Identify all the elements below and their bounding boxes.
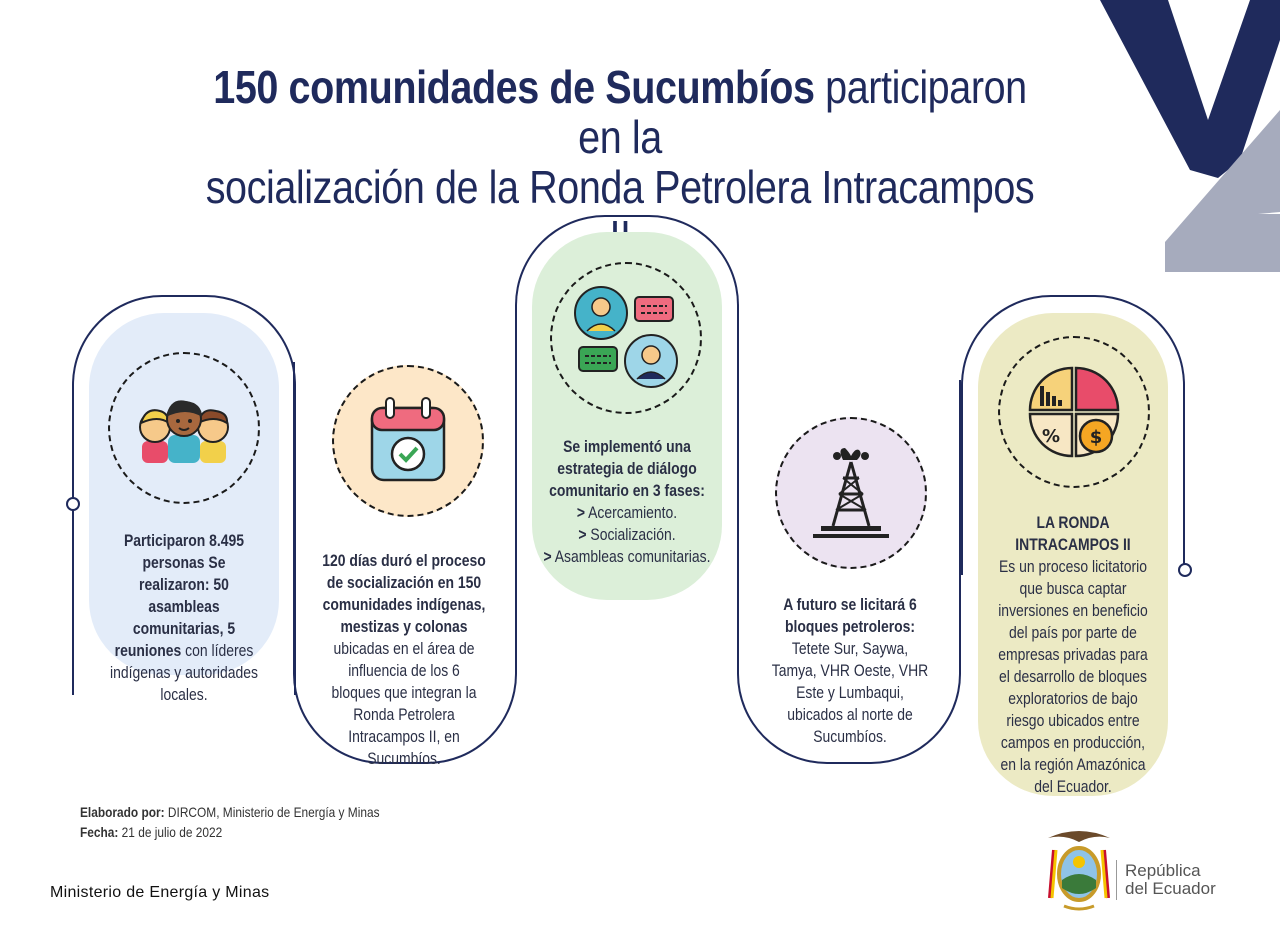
svg-text:%: % bbox=[1041, 426, 1061, 447]
connector-dot-left bbox=[66, 497, 80, 511]
title-bold: 150 comunidades de Sucumbíos bbox=[213, 61, 815, 113]
card-3-item-2: > Socialización. bbox=[578, 525, 676, 544]
card-1-icon-circle bbox=[108, 352, 260, 504]
card-5-text bbox=[997, 512, 1150, 798]
card-1-bold: Participaron 8.495 personas Se realizaron: 50 asambleas comunitarias, 5 reuniones bbox=[114, 531, 245, 660]
card-4-normal: Tetete Sur, Saywa, Tamya, VHR Oeste, VHR Este y Lumbaqui, ubicados al norte de Sucumbíos. bbox=[771, 639, 929, 746]
card-4-icon-circle bbox=[775, 417, 927, 569]
dialogue-people-icon bbox=[571, 283, 681, 393]
logo-divider bbox=[1116, 860, 1117, 900]
logo-shape-decoration bbox=[1090, 0, 1280, 280]
svg-text:$: $ bbox=[1089, 427, 1103, 448]
people-group-icon bbox=[136, 393, 232, 463]
card-3-item-1: > Acercamiento. bbox=[576, 503, 678, 522]
fecha-value: 21 de julio de 2022 bbox=[118, 824, 223, 840]
republica-logo-text bbox=[1125, 862, 1216, 898]
republica-line1: República bbox=[1125, 861, 1201, 880]
card-5-icon-circle bbox=[998, 336, 1150, 488]
coat-of-arms-icon bbox=[1044, 828, 1114, 912]
card-2-icon-circle bbox=[332, 365, 484, 517]
card-5-heading: LA RONDA INTRACAMPOS II bbox=[1015, 513, 1131, 554]
title-line2: socialización de la Ronda Petrolera Intracampos bbox=[205, 161, 1035, 213]
investment-chart-icon bbox=[1026, 364, 1122, 460]
card-2-bold: 120 días duró el proceso de socialización en 150 comunidades indígenas, mestizas y colonas bbox=[322, 551, 486, 636]
title-rest: participaron en la bbox=[578, 61, 1027, 163]
republica-line2: del Ecuador bbox=[1125, 879, 1216, 898]
card-3-icon-circle bbox=[550, 262, 702, 414]
card-3-bold: Se implementó una estrategia de diálogo comunitario en 3 fases: bbox=[549, 437, 705, 500]
oil-derrick-icon bbox=[811, 446, 891, 540]
card-3-text bbox=[541, 436, 713, 568]
elaborado-label: Elaborado por: bbox=[80, 804, 165, 820]
card-1-text bbox=[109, 530, 260, 706]
connector-dot-right bbox=[1178, 563, 1192, 577]
card-5-normal: Es un proceso licitatorio que busca captar inversiones en beneficio del país por parte de empresas privadas para el desarrollo de bloques exploratorios de bajo riesgo ubicados entre campos en producción, en la región Amazónica del Ecuador. bbox=[998, 557, 1148, 796]
credits-note bbox=[80, 802, 380, 842]
card-4-bold: A futuro se licitará 6 bloques petroleros: bbox=[783, 595, 917, 636]
card-3-item-3: > Asambleas comunitarias. bbox=[543, 547, 711, 566]
card-4-text bbox=[768, 594, 932, 748]
ministry-name: Ministerio de Energía y Minas bbox=[50, 884, 270, 901]
elaborado-value: DIRCOM, Ministerio de Energía y Minas bbox=[164, 804, 380, 820]
fecha-label: Fecha: bbox=[80, 824, 119, 840]
calendar-check-icon bbox=[368, 396, 448, 486]
card-2-normal: ubicadas en el área de influencia de los 6 bloques que integran la Ronda Petrolera Intracampos II, en Sucumbíos. bbox=[331, 639, 477, 768]
card-2-text bbox=[322, 550, 486, 770]
card-1-normal: con líderes indígenas y autoridades locales. bbox=[109, 641, 259, 704]
